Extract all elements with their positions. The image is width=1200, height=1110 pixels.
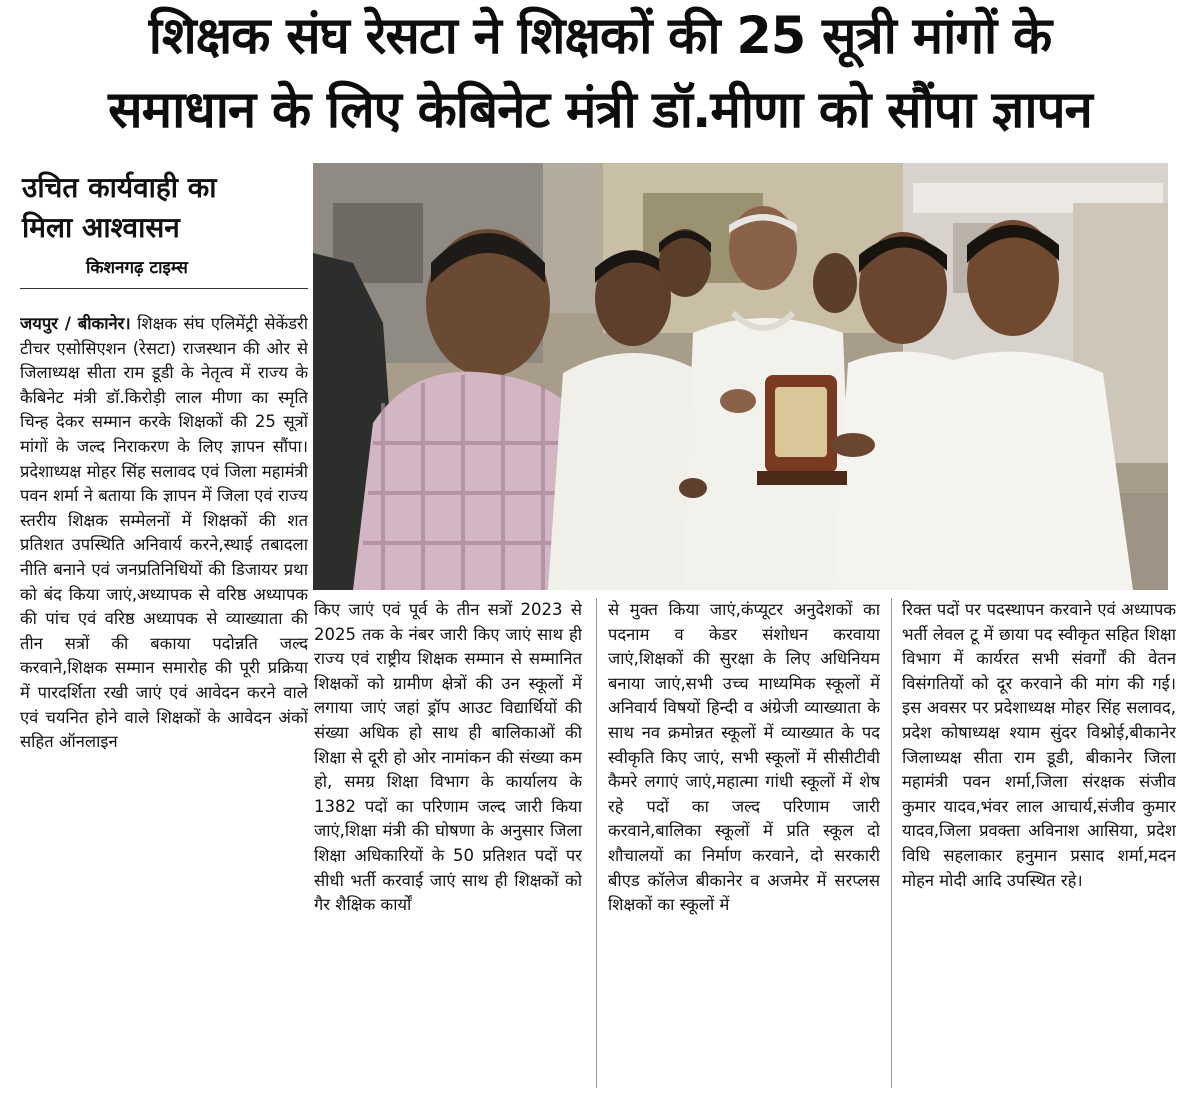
subheadline [22,168,312,248]
article-column-1 [20,312,308,1090]
column-1-text: शिक्षक संघ एलिमेंट्री सेकेंडरी टीचर एसोसिएशन (रेसटा) राजस्थान की ओर से जिलाध्यक्ष सीता राम डूडी के नेतृत्व में राज्य के कैबिनेट मंत्री डॉ.किरोड़ी लाल मीणा का स्मृति चिन्ह देकर सम्मान करके शिक्षकों की 25 सूत्रों मांगों के जल्द निराकरण के लिए ज्ञापन सौंपा। प्रदेशाध्यक्ष मोहर सिंह सलावद एवं जिला महामंत्री पवन शर्मा ने बताया कि ज्ञापन में जिला एवं राज्य स्तरीय शिक्षक सम्मेलनों में शिक्षकों की शत प्रतिशत उपस्थिति अनिवार्य करने,स्थाई तबादला नीति बनाने एवं जनप्रतिनिधियों की डिजायर प्रथा को बंद किया जाएं,अध्यापक से वरिष्ठ अध्यापक की पांच एवं वरिष्ठ अध्यापक से व्याख्याता की तीन सत्रों की बकाया पदोन्नति जल्द करवाने,शिक्षक सम्मान समारोह की पूरी प्रक्रिया में पारदर्शिता रखी जाएं एवं आवेदन करने वाले एवं चयनित होने वाले शिक्षकों के आवेदन अंकों सहित ऑनलाइन [20,314,308,752]
subheadline-line-2: मिला आश्वासन [22,211,180,244]
byline-divider [20,288,308,289]
photo-illustration [313,163,1168,590]
headline-line-2: समाधान के लिए केबिनेट मंत्री डॉ.मीणा को सौंपा ज्ञापन [108,81,1092,140]
headline-line-1: शिक्षक संघ रेसटा ने शिक्षकों की 25 सूत्री मांगों के [148,7,1052,66]
news-photo [313,163,1168,590]
column-divider [891,598,892,1088]
article-column-3: से मुक्त किया जाएं,कंप्यूटर अनुदेशकों का पदनाम व केडर संशोधन करवाया जाएं,शिक्षकों की सुरक्षा के लिए अधिनियम बनाया जाएं,सभी उच्च माध्यमिक स्कूलों में अनिवार्य विषयों हिन्दी व अंग्रेजी व्याख्याता के साथ नव क्रमोन्नत स्कूलों में व्याख्यात के पद स्वीकृति किए जाएं, सभी स्कूलों में सीसीटीवी कैमरे लगाएं जाएं,महात्मा गांधी स्कूलों में शेष रहे पदों का जल्द परिणाम जारी करवाने,बालिका स्कूलों में प्रति स्कूल दो शौचालयों का निर्माण करवाने, दो सरकारी बीएड कॉलेज बीकानेर व अजमेर में सरप्लस शिक्षकों का स्कूलों में [608,600,880,915]
byline: किशनगढ़ टाइम्स [86,258,188,278]
column-divider [596,598,597,1088]
subheadline-line-1: उचित कार्यवाही का [22,171,217,204]
article-column-4: रिक्त पदों पर पदस्थापन करवाने एवं अध्यापक भर्ती लेवल टू में छाया पद स्वीकृत सहित शिक्षा विभाग में कार्यरत सभी संवर्गों की वेतन विसंगतियों को दूर करवाने की मांग की गई। इस अवसर पर प्रदेशाध्यक्ष मोहर सिंह सलावद, प्रदेश कोषाध्यक्ष श्याम सुंदर विश्नोई,बीकानेर जिलाध्यक्ष सीता राम डूडी, बीकानेर जिला महामंत्री पवन शर्मा,जिला संरक्षक संजीव कुमार यादव,भंवर लाल आचार्य,संजीव कुमार यादव,जिला प्रवक्ता अविनाश आसिया, प्रदेश विधि सहलाकार हनुमान प्रसाद शर्मा,मदन मोहन मोदी आदि उपस्थित रहे। [902,600,1176,890]
dateline: जयपुर / बीकानेर। [20,314,131,333]
headline [0,0,1200,160]
article-column-2: किए जाएं एवं पूर्व के तीन सत्रों 2023 से 2025 तक के नंबर जारी किए जाएं साथ ही राज्य एवं राष्ट्रीय शिक्षक सम्मान से सम्मानित शिक्षकों को ग्रामीण क्षेत्रों की उन स्कूलों में लगाया जाएं जहां ड्रॉप आउट विद्यार्थियों की संख्या अधिक हो साथ ही बालिकाओं की शिक्षा से दूरी हो ओर नामांकन की संख्या कम हो, समग्र शिक्षा विभाग के कार्यालय के 1382 पदों का परिणाम जल्द जारी किया जाएं,शिक्षा मंत्री की घोषणा के अनुसार जिला शिक्षा अधिकारियों के 50 प्रतिशत पदों पर सीधी भर्ती करवाई जाएं साथ ही शिक्षकों को गैर शैक्षिक कार्यों [314,600,582,915]
